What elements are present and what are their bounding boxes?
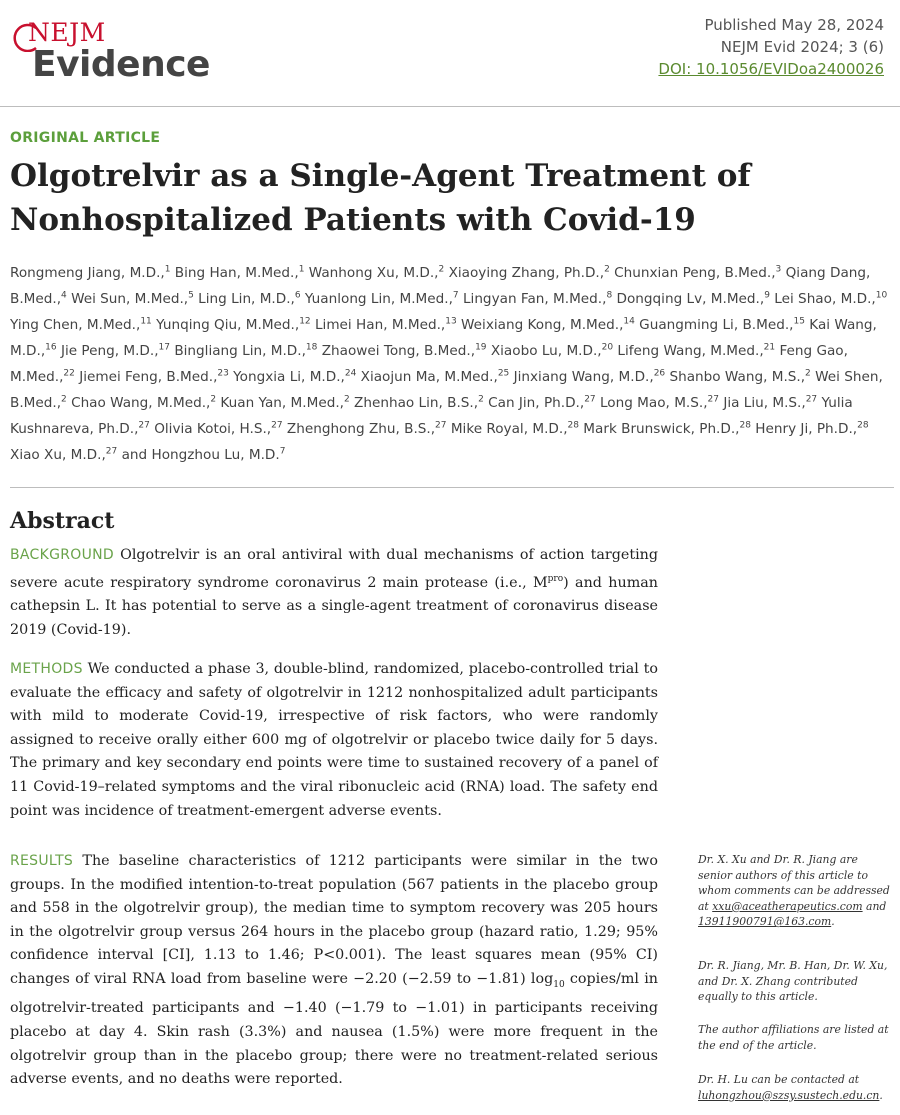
results-text-1: The baseline characteristics of 1212 participants were similar in the two groups. In the modified intention-to-treat population (567 patients in the placebo group and 558 in the olgotrelvir group), the median time to symptom recovery was 205 hours in the olgotrelvir group versus 264 hours in the placebo group (hazard ratio, 1.29; 95% confidence interval [CI], 1.13 to 1.46; P<0.001). The least squares mean (95% CI) changes of viral RNA load from baseline were −2.20 (−2.59 to −1.81) log — [10, 853, 658, 987]
author-affiliation: 27 — [584, 394, 596, 405]
author — [617, 291, 770, 307]
author-affiliation: 2 — [210, 394, 217, 405]
author — [122, 447, 286, 463]
results-text-2: copies/ml in olgotrelvir-treated participants and −1.40 (−1.79 to −1.01) in participants receiving placebo at day 4. Skin rash (3.3%) and nausea (1.5%) were more frequent in the olgotrelvir group than in the placebo group; there were no treatment-related serious adverse events, and no deaths were reported. — [10, 970, 658, 1088]
abstract-background — [10, 544, 658, 642]
author-affiliation: 27 — [271, 420, 283, 431]
email-link-163[interactable]: 13911900791@163.com — [698, 915, 832, 929]
authors-divider — [10, 487, 894, 488]
article-type: ORIGINAL ARTICLE — [10, 130, 161, 146]
author-name: Jia Liu, M.S., — [723, 395, 806, 412]
note-4-text: Dr. H. Lu can be contacted at — [698, 1073, 860, 1086]
email-link-luhongzhou[interactable]: luhongzhou@szsy.sustech.edu.cn — [698, 1088, 880, 1102]
author — [514, 369, 666, 385]
author-name: Shanbo Wang, M.S., — [669, 369, 806, 386]
author — [175, 265, 305, 281]
author-name: Henry Ji, Ph.D., — [755, 421, 858, 438]
author-name: Kai Wang, M.D., — [10, 316, 877, 359]
author-name: Can Jin, Ph.D., — [488, 395, 585, 412]
author-name: Bing Han, M.Med., — [174, 264, 299, 281]
author-name: Lingyan Fan, M.Med., — [462, 290, 607, 307]
author — [723, 395, 817, 411]
author-affiliation: 17 — [158, 342, 170, 353]
author-name: Lei Shao, M.D., — [774, 290, 876, 307]
author — [583, 421, 751, 437]
author-affiliation: 12 — [299, 316, 311, 327]
background-text-2: ) and human cathepsin L. It has potential to serve as a single-agent treatment of coronavirus disease 2019 (Covid-19). — [10, 574, 658, 638]
abstract-results — [10, 850, 658, 1092]
author-affiliation: 2 — [438, 264, 445, 274]
author-affiliation: 28 — [739, 420, 751, 431]
background-sup: pro — [547, 573, 564, 584]
author — [461, 317, 635, 333]
logo-nejm-text: NEJM — [28, 18, 106, 47]
author-name: Yulia Kushnareva, Ph.D., — [10, 395, 853, 438]
author-name: Dongqing Lv, M.Med., — [616, 290, 765, 307]
author-affiliation: 6 — [294, 290, 301, 301]
published-date: Published May 28, 2024 — [704, 16, 884, 34]
article-title — [10, 154, 890, 242]
author-name: Xiaojun Ma, M.Med., — [360, 369, 498, 386]
author — [322, 343, 487, 359]
author — [614, 265, 781, 281]
author-name: Ying Chen, M.Med., — [10, 316, 141, 333]
author — [639, 317, 805, 333]
author-name: Wei Sun, M.Med., — [71, 290, 189, 307]
author-name: Jinxiang Wang, M.D., — [513, 369, 654, 386]
author-name: Feng Gao, M.Med., — [10, 342, 848, 386]
author-affiliation: 19 — [475, 342, 487, 353]
author-affiliation: 27 — [435, 420, 447, 431]
author-affiliation: 27 — [138, 420, 150, 431]
author — [10, 317, 152, 333]
author-affiliation: 11 — [140, 316, 152, 327]
author-affiliation: 1 — [164, 264, 171, 274]
author-name: Mike Royal, M.D., — [450, 421, 568, 438]
author-affiliation: 23 — [217, 368, 229, 379]
author-affiliation: 16 — [45, 342, 57, 353]
author — [10, 447, 117, 463]
author-affiliation: 27 — [707, 394, 719, 405]
author-affiliation: 18 — [305, 342, 318, 353]
author — [361, 369, 510, 385]
methods-text: We conducted a phase 3, double-blind, randomized, placebo-controlled trial to evaluate the efficacy and safety of olgotrelvir in 1212 nonhospitalized adult participants with mild to moderate Covid-19, irrespective of risk factors, who were randomly assigned to receive orally either 600 mg of olgotrelvir or placebo twice daily for 5 days. The primary and key secondary end points were time to sustained recovery of a panel of 11 Covid-19–related symptoms and the viral ribonucleic acid (RNA) load. The safety end point was incidence of treatment-emergent adverse events. — [10, 661, 658, 819]
author-affiliation: 7 — [279, 446, 286, 457]
note-4-end: . — [879, 1088, 883, 1102]
author-affiliation: 4 — [61, 290, 67, 301]
note-equal-contribution: Dr. R. Jiang, Mr. B. Han, Dr. W. Xu, and Dr. X. Zhang contributed equally to this article. — [698, 959, 888, 1004]
author-name: Jie Peng, M.D., — [60, 342, 159, 359]
author-name: Xiaoying Zhang, Ph.D., — [448, 264, 605, 281]
note-contact — [698, 1072, 890, 1103]
author — [233, 369, 356, 385]
author — [287, 421, 447, 437]
author-affiliation: 3 — [775, 264, 782, 274]
author-affiliation: 10 — [875, 290, 888, 301]
author-affiliation: 9 — [764, 290, 770, 301]
header-divider — [0, 106, 900, 107]
abstract-methods — [10, 658, 658, 823]
author-affiliation: 7 — [452, 290, 459, 301]
author-name: Xiao Xu, M.D., — [10, 447, 106, 464]
author — [198, 291, 300, 307]
author — [774, 291, 887, 307]
title-line-2: Nonhospitalized Patients with Covid-19 — [10, 202, 696, 238]
author — [669, 369, 810, 385]
author — [154, 421, 282, 437]
note-affiliations: The author affiliations are listed at the end of the article. — [698, 1023, 889, 1052]
author — [71, 291, 194, 307]
author-name: and Hongzhou Lu, M.D. — [121, 447, 280, 464]
author — [156, 317, 311, 333]
background-text-1: Olgotrelvir is an oral antiviral with dual mechanisms of action targeting severe acute respiratory syndrome coronavirus 2 main protease (i.e., M — [10, 547, 658, 591]
author-affiliation: 24 — [344, 368, 357, 379]
author-affiliation: 27 — [105, 446, 118, 457]
author-affiliation: 13 — [445, 316, 457, 327]
author-name: Zhenhao Lin, B.S., — [354, 395, 479, 412]
author-name: Wei Shen, B.Med., — [10, 369, 883, 412]
journal-logo — [10, 18, 210, 88]
author-name: Weixiang Kong, M.Med., — [461, 316, 624, 333]
author-list — [10, 258, 890, 467]
author-affiliation: 5 — [188, 290, 194, 301]
author-name: Yongxia Li, M.D., — [233, 369, 345, 386]
background-label: BACKGROUND — [10, 547, 114, 563]
author — [755, 421, 868, 437]
author-affiliation: 20 — [601, 342, 614, 353]
author — [174, 343, 317, 359]
note-1-and: and — [862, 899, 887, 913]
author-affiliation: 26 — [653, 368, 666, 379]
author — [449, 265, 610, 281]
author — [61, 343, 170, 359]
author-name: Long Mao, M.S., — [599, 395, 708, 412]
publication-info — [658, 14, 884, 80]
author-name: Chunxian Peng, B.Med., — [614, 264, 776, 281]
note-senior-authors — [698, 852, 890, 930]
abstract-heading: Abstract — [10, 508, 115, 534]
author-affiliation: 2 — [343, 394, 350, 405]
author-name: Bingliang Lin, M.D., — [174, 342, 306, 359]
author-affiliation: 8 — [606, 290, 613, 301]
author-affiliation: 2 — [61, 394, 67, 405]
author-name: Guangming Li, B.Med., — [639, 316, 794, 333]
results-sub: 10 — [553, 979, 565, 990]
author-affiliation: 27 — [805, 394, 818, 405]
author-affiliation: 2 — [805, 368, 811, 379]
author-name: Zhaowei Tong, B.Med., — [321, 342, 476, 359]
author-name: Kuan Yan, M.Med., — [220, 395, 344, 412]
author-name: Mark Brunswick, Ph.D., — [583, 421, 740, 438]
author — [488, 395, 596, 411]
author — [491, 343, 613, 359]
author-name: Rongmeng Jiang, M.D., — [10, 264, 165, 281]
author-name: Qiang Dang, B.Med., — [10, 264, 871, 307]
email-link-xxu[interactable]: xxu@aceatherapeutics.com — [712, 899, 863, 913]
author-name: Limei Han, M.Med., — [314, 316, 446, 333]
methods-label: METHODS — [10, 661, 83, 677]
title-line-1: Olgotrelvir as a Single-Agent Treatment of — [10, 158, 751, 194]
author-affiliation: 2 — [478, 394, 484, 405]
author-name: Olivia Kotoi, H.S., — [154, 421, 272, 438]
note-1-end: . — [831, 915, 835, 929]
citation: NEJM Evid 2024; 3 (6) — [720, 38, 884, 56]
author-affiliation: 1 — [298, 264, 305, 274]
author — [463, 291, 612, 307]
author-name: Yunqing Qiu, M.Med., — [156, 316, 300, 333]
author — [71, 395, 216, 411]
author-name: Jiemei Feng, B.Med., — [79, 369, 218, 386]
results-label: RESULTS — [10, 853, 74, 869]
author — [305, 291, 459, 307]
author — [354, 395, 484, 411]
author-affiliation: 28 — [857, 420, 869, 431]
note-1-text: Dr. X. Xu and Dr. R. Jiang are senior authors of this article to whom comments can be addressed at — [698, 853, 890, 913]
author-name: Ling Lin, M.D., — [198, 290, 295, 307]
author-affiliation: 21 — [763, 342, 776, 353]
author-name: Chao Wang, M.Med., — [71, 395, 211, 412]
author-name: Zhenghong Zhu, B.S., — [286, 421, 436, 438]
author — [10, 265, 170, 281]
author — [79, 369, 229, 385]
author — [220, 395, 349, 411]
author-affiliation: 25 — [497, 368, 510, 379]
logo-evidence-text: Evidence — [32, 44, 210, 85]
author — [617, 343, 775, 359]
author-name: Lifeng Wang, M.Med., — [617, 342, 764, 359]
author-affiliation: 15 — [793, 316, 805, 327]
doi-link[interactable]: DOI: 10.1056/EVIDoa2400026 — [658, 60, 884, 78]
author-affiliation: 22 — [63, 368, 75, 379]
author-affiliation: 2 — [604, 264, 610, 274]
author — [315, 317, 457, 333]
author — [309, 265, 444, 281]
author — [451, 421, 579, 437]
author-name: Xiaobo Lu, M.D., — [490, 342, 602, 359]
author-affiliation: 14 — [623, 316, 635, 327]
author-name: Yuanlong Lin, M.Med., — [304, 290, 453, 307]
author-affiliation: 28 — [567, 420, 579, 431]
author — [600, 395, 719, 411]
author-name: Wanhong Xu, M.D., — [308, 264, 439, 281]
